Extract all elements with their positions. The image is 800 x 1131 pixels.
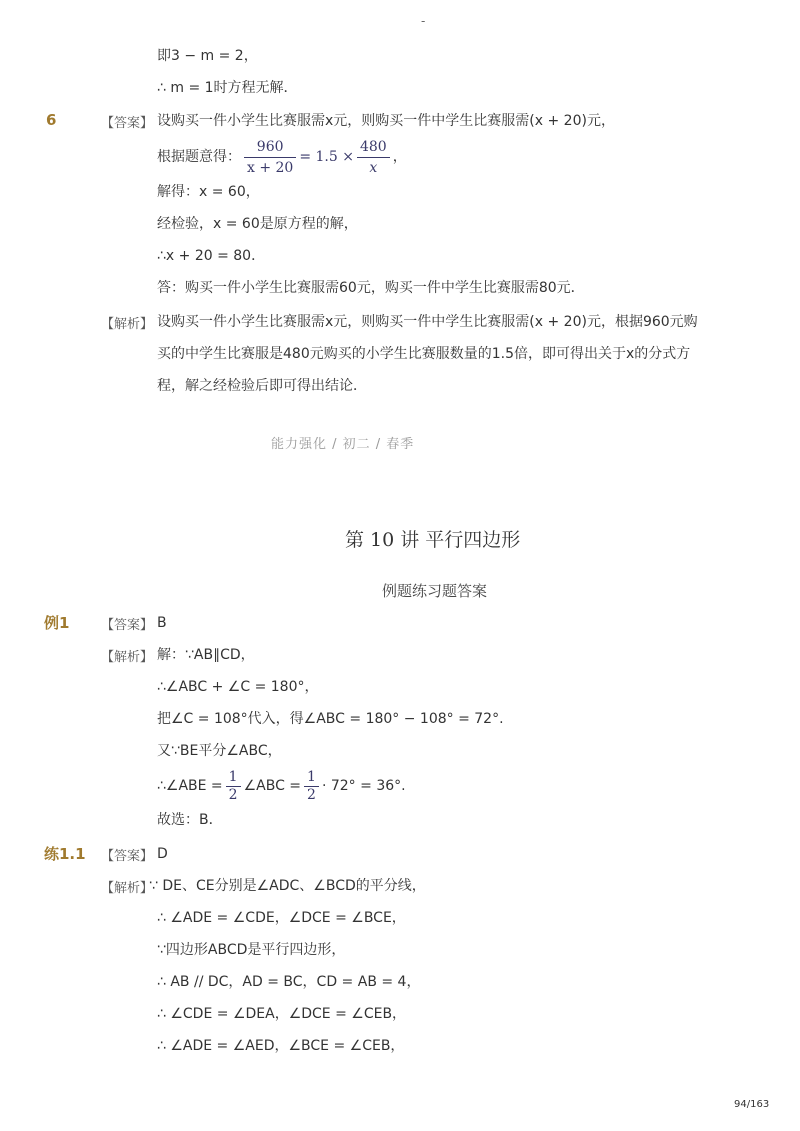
q6-answer-line-1: 设购买一件小学生比赛服需x元，则购买一件中学生比赛服需(x + 20)元， [157,113,615,129]
q6-line-5: ∴x + 20 = 80． [157,248,266,264]
ex-eq-suffix: · 72° = 36°. [321,778,406,794]
ex-frac1-denominator: 2 [228,786,238,803]
q6-eq-suffix: ， [392,149,407,165]
section-subtitle: 例题练习题答案 [382,582,488,600]
example-line-6: 故选：B． [157,812,223,828]
ex-eq-prefix: ∴∠ABE = [157,778,223,794]
q6-frac2-denominator: x [369,159,378,176]
page-footer: 能力强化 / 初二 / 春季 [271,437,415,452]
q6-line-4: 经检验，x = 60是原方程的解， [157,216,358,232]
practice-line-4: ∴ AB // DC，AD = BC，CD = AB = 4， [157,974,421,990]
ex-frac2-denominator: 2 [307,786,316,803]
example-answer: B [157,615,167,631]
page-number: 94/163 [734,1099,770,1110]
question-number: 6 [46,111,57,129]
q6-eq-middle: = 1.5 × [299,149,354,165]
ex-frac2-numerator: 1 [304,769,319,787]
q6-fraction-1 [244,137,296,178]
q6-frac1-denominator: x + 20 [247,159,294,176]
practice-line-6: ∴ ∠ADE = ∠AED，∠BCE = ∠CEB， [157,1038,405,1054]
q6-line-3: 解得：x = 60， [157,184,260,200]
example-line-3: 把∠C = 108°代入，得∠ABC = 180° − 108° = 72°. [157,711,504,727]
analysis-tag: 【解析】 [101,317,154,332]
q6-frac2-numerator: 480 [357,137,390,158]
example-label: 例1 [44,614,70,632]
practice-line-5: ∴ ∠CDE = ∠DEA，∠DCE = ∠CEB， [157,1006,407,1022]
ex-frac1-numerator: 1 [226,769,241,787]
q6-analysis-line-3: 程，解之经检验后即可得出结论． [157,378,367,394]
analysis-tag: 【解析】 [101,881,154,896]
practice-line-2: ∴ ∠ADE = ∠CDE，∠DCE = ∠BCE， [157,910,406,926]
answer-tag: 【答案】 [101,849,154,864]
analysis-tag: 【解析】 [101,650,154,665]
practice-answer: D [157,846,168,862]
ex-fraction-2 [304,769,319,804]
answer-tag: 【答案】 [101,116,154,131]
q6-line-6: 答：购买一件小学生比赛服需60元，购买一件中学生比赛服需80元． [157,280,585,296]
example-line-1: 解：∵AB∥CD， [157,647,255,663]
practice-line-1: ∵ DE、CE分别是∠ADC、∠BCD的平分线， [149,878,426,894]
ex-fraction-1 [226,769,241,804]
practice-label: 练1.1 [44,845,86,863]
chapter-title: 第 10 讲 平行四边形 [345,529,521,551]
q6-analysis-line-1: 设购买一件小学生比赛服需x元，则购买一件中学生比赛服需(x + 20)元，根据960元购 [157,314,698,330]
top-mark: - [421,14,426,28]
q6-analysis-line-2: 买的中学生比赛服是480元购买的小学生比赛服数量的1.5倍，即可得出关于x的分式方 [157,346,691,362]
example-line-4: 又∵BE平分∠ABC， [157,743,282,759]
q6-frac1-numerator: 960 [244,137,296,158]
answer-tag: 【答案】 [101,618,154,633]
q5-line-1: 即3 − m = 2， [157,48,258,64]
q6-eq-prefix: 根据题意得： [157,149,241,165]
q6-fraction-2 [357,137,390,178]
example-line-2: ∴∠ABC + ∠C = 180°， [157,679,319,695]
practice-line-3: ∵四边形ABCD是平行四边形， [157,942,346,958]
q6-equation-line [157,134,407,180]
ex-eq-middle: ∠ABC = [243,778,302,794]
q5-line-2: ∴ m = 1时方程无解． [157,80,298,96]
example-equation-line [157,764,406,808]
